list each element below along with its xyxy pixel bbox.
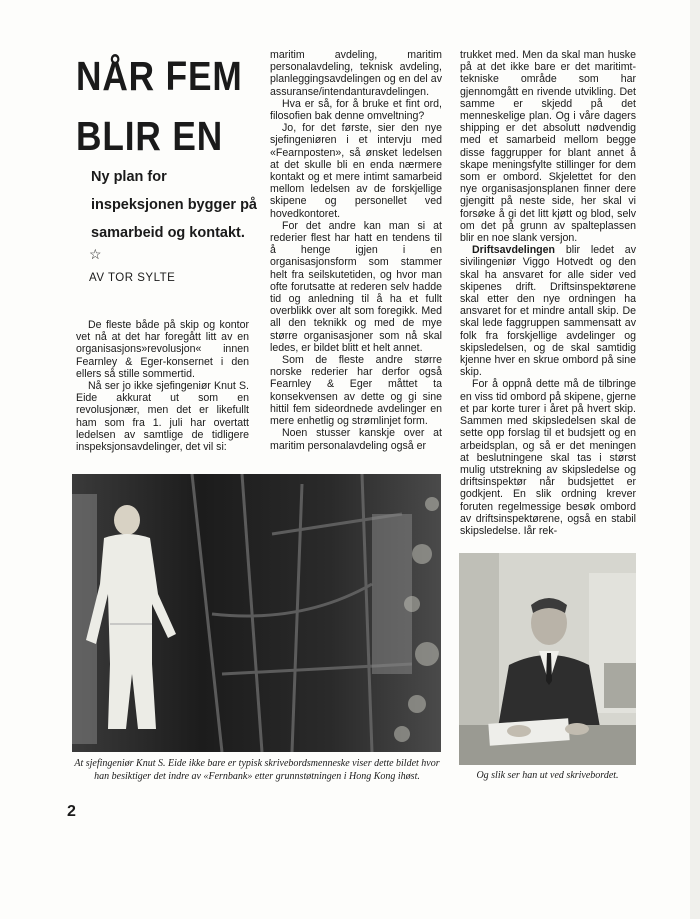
text-column-2 — [270, 49, 442, 452]
paragraph-driftsavdelingen — [460, 244, 636, 378]
title-line-2: BLIR EN — [76, 113, 224, 159]
article-title — [76, 46, 243, 166]
star-ornament: ☆ — [89, 246, 102, 262]
desk-portrait-photo — [459, 553, 636, 765]
text-column-3 — [460, 49, 636, 537]
paragraph: Hva er så, for å bruke et fint ord, filosofien bak denne omveltning? — [270, 97, 442, 123]
paragraph: Som de fleste andre større norske rederier har derfor også Fearnley & Eger måttet ta konsekvensen av dette og gi sine hittil fem sideordnede avdelinger en mere enhetlig og strømlinjet form. — [270, 354, 442, 428]
article-subtitle: Ny plan for inspeksjonen bygger på samarbeid og kontakt. — [91, 169, 257, 241]
title-line-1: NÅR FEM — [76, 53, 243, 99]
paragraph: Jo, for det første, sier den nye sjefingeniøren i et intervju med «Fearnposten», så ønsket ledelsen at det skulle bli en enda nærmere kontakt og et mere intimt samarbeid mellom ledelsen av de forskjellige skipene og personellet ved hovedkontoret. — [270, 122, 442, 220]
paragraph: trukket med. Men da skal man huske på at det ikke bare er det maritimt-tekniske område som har gjennomgått en rivende utvikling. Det samme er skjedd på det menneskelige plan. Og i våre dagers shipping er det absolutt nødvendig med et samarbeid mellom begge disse faggrupper for blant annet å skape meningsfylte stillinger for dem som er ombord. Skjelettet for den nye organisasjonsplanen finner dere gjengitt på neste side, her skal vi forsøke å gi det litt kjøtt og blod, selv om det på grunn av spalteplassen blir en noe slank versjon. — [460, 49, 636, 245]
byline: AV TOR SYLTE — [89, 272, 176, 284]
page-number: 2 — [67, 803, 76, 820]
paragraph: Nå ser jo ikke sjefingeniør Knut S. Eide akkurat ut som en revolusjonær, men det er likefullt ham som fra 1. juli har overtatt ledelsen av samtlige de tidligere inspeksjonsavdelinger, det vil si: — [76, 380, 249, 454]
paragraph: De fleste både på skip og kontor vet nå at det har foregått litt av en organisasjons»revolusjon« innen Fearnley & Eger-konsernet i den ellers så stille sommertid. — [76, 319, 249, 380]
engine-room-caption: At sjefingeniør Knut S. Eide ikke bare er typisk skrivebordsmenneske viser dette bildet hvor han besiktiger det indre av «Fernbank» etter grunnstøtningen i Hong Kong ihøst. — [74, 758, 440, 782]
text-column-1 — [76, 319, 249, 453]
engine-room-illustration — [72, 474, 441, 752]
paragraph: For å oppnå dette må de tilbringe en viss tid ombord på skipene, gjerne et par korte turer i året på hvert skip. Sammen med skipsledelsen skal de sette opp forslag til et budsjett og en arbeidsplan, og så er det meningen at beslutningene skal tas i størst mulig utstrekning av skipsledelse og driftsinspektør når budsjettet er godkjent. En slik ordning krever foruten regelmessige besøk ombord av driftsinspektørene, også en stabil skipsledelse. Iår rek- — [460, 378, 636, 537]
section-lead-in: Driftsavdelingen — [472, 244, 556, 257]
desk-portrait-illustration — [459, 553, 636, 765]
engine-room-photo — [72, 474, 441, 752]
page-edge — [690, 0, 700, 919]
paragraph: For det andre kan man si at rederier flest har hatt en tendens til å henge igjen i en organisasjonsform som stammer helt fra seilskutetiden, og hvor man ofte forutsatte at rederen selv hadde tid og anledning til å ha et fullt overblikk over alt som foregikk. Med all den teknikk og med de mye større organisasjoner som nå skal ledes, er bildet blitt et helt annet. — [270, 219, 442, 354]
paragraph: Noen stusser kanskje over at maritim personalavdeling også er — [270, 427, 442, 452]
desk-portrait-caption: Og slik ser han ut ved skrivebordet. — [476, 770, 619, 781]
paragraph: maritim avdeling, maritim personalavdeling, teknisk avdeling, planleggingsavdelingen og en del av assuranse/intendanturavdelingen. — [270, 49, 442, 98]
paragraph-body: blir ledet av sivilingeniør Viggo Hotvedt og den skal ha ansvaret for alle sider ved skipenes drift. Driftsinspektørene skal etter den nye ordningen ha ansvaret for et mindre antall skip. De skal lede faggruppen sammensatt av folk fra forskjellige avdelinger og skipsledelsen, og de skal samtidig kjenne hver en skrue ombord på sine skip. — [460, 244, 636, 379]
